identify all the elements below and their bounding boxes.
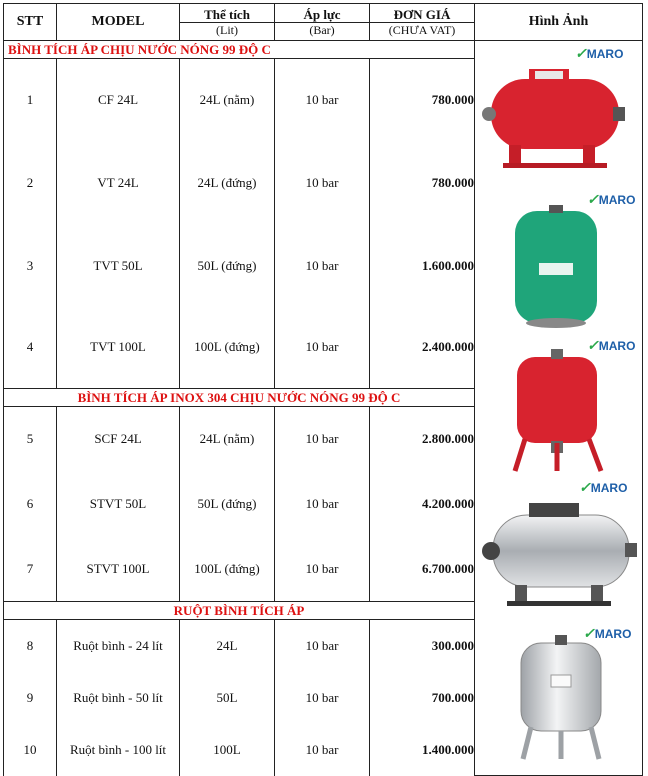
row-volume: 50L (đứng) (180, 472, 275, 537)
row-pressure: 10 bar (275, 537, 370, 602)
row-model: TVT 50L (57, 225, 180, 307)
section-title: RUỘT BÌNH TÍCH ÁP (4, 602, 475, 620)
row-volume: 50L (180, 672, 275, 724)
header-pressure-label: Áp lực (303, 6, 341, 22)
row-pressure: 10 bar (275, 672, 370, 724)
header-stt: STT (4, 4, 57, 41)
row-stt: 10 (4, 724, 57, 776)
row-volume: 24L (nằm) (180, 407, 275, 472)
row-volume: 24L (nằm) (180, 59, 275, 142)
row-pressure: 10 bar (275, 59, 370, 142)
row-price: 1.400.000 (370, 724, 475, 776)
row-model: STVT 50L (57, 472, 180, 537)
row-pressure: 10 bar (275, 225, 370, 307)
maro-logo: ✓MARO (579, 479, 628, 495)
red-horizontal-tank-image (481, 59, 631, 171)
row-stt: 1 (4, 59, 57, 142)
row-volume: 100L (đứng) (180, 307, 275, 389)
price-table (3, 3, 643, 776)
row-stt: 9 (4, 672, 57, 724)
row-model: TVT 100L (57, 307, 180, 389)
maro-logo: ✓MARO (583, 625, 632, 641)
maro-logo: ✓MARO (587, 337, 636, 353)
row-model: Ruột bình - 100 lít (57, 724, 180, 776)
row-price: 700.000 (370, 672, 475, 724)
row-stt: 6 (4, 472, 57, 537)
red-vertical-tank-image (505, 349, 615, 473)
row-price: 1.600.000 (370, 225, 475, 307)
row-model: Ruột bình - 24 lít (57, 620, 180, 672)
row-model: Ruột bình - 50 lít (57, 672, 180, 724)
section-header-row (4, 41, 643, 59)
row-volume: 50L (đứng) (180, 225, 275, 307)
header-volume-unit: (Lit) (180, 22, 274, 37)
header-pressure (275, 4, 370, 41)
header-image: Hình Ảnh (475, 4, 643, 41)
row-volume: 24L (đứng) (180, 142, 275, 225)
header-model: MODEL (57, 4, 180, 41)
row-volume: 24L (180, 620, 275, 672)
header-volume-label: Thể tích (204, 6, 250, 22)
row-price: 780.000 (370, 142, 475, 225)
row-model: STVT 100L (57, 537, 180, 602)
section-title: BÌNH TÍCH ÁP CHỊU NƯỚC NÓNG 99 ĐỘ C (4, 41, 475, 59)
row-price: 6.700.000 (370, 537, 475, 602)
row-model: CF 24L (57, 59, 180, 142)
green-vertical-tank-image (511, 205, 601, 331)
maro-logo: ✓MARO (587, 191, 636, 207)
row-model: SCF 24L (57, 407, 180, 472)
stainless-vertical-tank-image (511, 635, 611, 763)
header-price (370, 4, 475, 41)
row-stt: 4 (4, 307, 57, 389)
row-pressure: 10 bar (275, 472, 370, 537)
row-price: 780.000 (370, 59, 475, 142)
section-title: BÌNH TÍCH ÁP INOX 304 CHỊU NƯỚC NÓNG 99 ĐỘ C (4, 389, 475, 407)
row-pressure: 10 bar (275, 620, 370, 672)
row-price: 300.000 (370, 620, 475, 672)
header-volume (180, 4, 275, 41)
header-price-label: ĐƠN GIÁ (393, 6, 451, 22)
header-pressure-unit: (Bar) (275, 22, 369, 37)
row-stt: 7 (4, 537, 57, 602)
maro-logo: ✓MARO (575, 45, 624, 61)
row-stt: 2 (4, 142, 57, 225)
row-stt: 8 (4, 620, 57, 672)
row-price: 4.200.000 (370, 472, 475, 537)
row-price: 2.400.000 (370, 307, 475, 389)
row-pressure: 10 bar (275, 307, 370, 389)
header-price-note: (CHƯA VAT) (370, 22, 474, 37)
row-stt: 5 (4, 407, 57, 472)
row-pressure: 10 bar (275, 724, 370, 776)
row-volume: 100L (đứng) (180, 537, 275, 602)
row-model: VT 24L (57, 142, 180, 225)
row-stt: 3 (4, 225, 57, 307)
stainless-horizontal-tank-image (479, 497, 639, 609)
row-pressure: 10 bar (275, 142, 370, 225)
product-images (475, 41, 642, 767)
row-volume: 100L (180, 724, 275, 776)
image-cell (475, 41, 643, 776)
row-pressure: 10 bar (275, 407, 370, 472)
row-price: 2.800.000 (370, 407, 475, 472)
